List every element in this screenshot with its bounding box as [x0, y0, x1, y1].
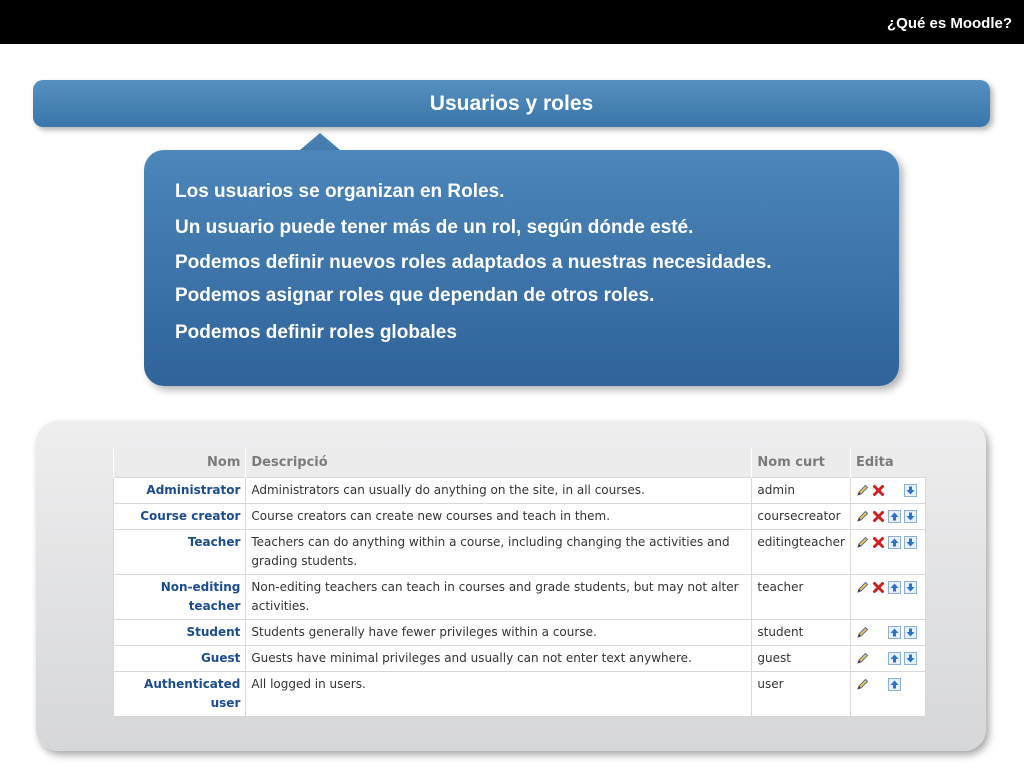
top-bar	[0, 0, 1024, 44]
role-short-name: user	[752, 672, 851, 717]
role-description: Administrators can usually do anything on the site, in all courses.	[246, 478, 752, 504]
role-link-non-editing-teacher[interactable]: Non-editing teacher	[160, 580, 241, 613]
move-down-icon[interactable]	[904, 484, 917, 497]
role-link-student[interactable]: Student	[186, 625, 241, 639]
column-header-name[interactable]: Nom	[114, 448, 246, 478]
role-description: Course creators can create new courses and teach in them.	[246, 504, 752, 530]
bubble-line: Podemos asignar roles que dependan de otros roles.	[175, 285, 655, 306]
column-header-short-name[interactable]: Nom curt	[752, 448, 851, 478]
move-up-icon[interactable]	[888, 626, 901, 639]
table-header-row	[114, 448, 926, 478]
role-short-name: editingteacher	[752, 530, 851, 575]
table-row	[114, 575, 926, 620]
move-up-icon[interactable]	[888, 678, 901, 691]
edit-icon[interactable]	[856, 581, 869, 594]
role-description: Students generally have fewer privileges within a course.	[246, 620, 752, 646]
role-link-administrator[interactable]: Administrator	[146, 483, 241, 497]
roles-table	[113, 448, 926, 717]
role-link-teacher[interactable]: Teacher	[187, 535, 241, 549]
role-description: All logged in users.	[246, 672, 752, 717]
bubble-line: Un usuario puede tener más de un rol, según dónde esté.	[175, 217, 694, 238]
bubble-line: Podemos definir roles globales	[175, 322, 457, 343]
move-down-icon[interactable]	[904, 652, 917, 665]
role-short-name: student	[752, 620, 851, 646]
table-row	[114, 478, 926, 504]
slide-header-title: ¿Qué es Moodle?	[886, 15, 1012, 32]
table-row	[114, 646, 926, 672]
edit-icon[interactable]	[856, 484, 869, 497]
role-short-name: guest	[752, 646, 851, 672]
edit-icon[interactable]	[856, 652, 869, 665]
role-link-authenticated-user[interactable]: Authenticated user	[144, 677, 241, 710]
move-down-icon[interactable]	[904, 536, 917, 549]
role-short-name: admin	[752, 478, 851, 504]
callout-bubble	[144, 150, 899, 386]
table-row	[114, 620, 926, 646]
section-heading: Usuarios y roles	[33, 80, 990, 127]
move-up-icon[interactable]	[888, 581, 901, 594]
role-description: Non-editing teachers can teach in courses and grade students, but may not alter activities.	[246, 575, 752, 620]
edit-icon[interactable]	[856, 510, 869, 523]
move-down-icon[interactable]	[904, 510, 917, 523]
delete-icon[interactable]	[872, 536, 885, 549]
role-description: Teachers can do anything within a course, including changing the activities and grading students.	[246, 530, 752, 575]
table-row	[114, 504, 926, 530]
delete-icon[interactable]	[872, 581, 885, 594]
table-row	[114, 530, 926, 575]
role-short-name: coursecreator	[752, 504, 851, 530]
column-header-edit: Edita	[850, 448, 925, 478]
callout-pointer	[300, 133, 340, 150]
edit-icon[interactable]	[856, 626, 869, 639]
role-short-name: teacher	[752, 575, 851, 620]
column-header-description[interactable]: Descripció	[246, 448, 752, 478]
move-up-icon[interactable]	[888, 652, 901, 665]
move-up-icon[interactable]	[888, 536, 901, 549]
delete-icon[interactable]	[872, 510, 885, 523]
bubble-line: Los usuarios se organizan en Roles.	[175, 181, 505, 202]
delete-icon[interactable]	[872, 484, 885, 497]
move-up-icon[interactable]	[888, 510, 901, 523]
edit-icon[interactable]	[856, 678, 869, 691]
role-description: Guests have minimal privileges and usually can not enter text anywhere.	[246, 646, 752, 672]
move-down-icon[interactable]	[904, 626, 917, 639]
bubble-line: Podemos definir nuevos roles adaptados a nuestras necesidades.	[175, 252, 772, 273]
edit-icon[interactable]	[856, 536, 869, 549]
role-link-guest[interactable]: Guest	[200, 651, 241, 665]
table-row	[114, 672, 926, 717]
move-down-icon[interactable]	[904, 581, 917, 594]
role-link-course-creator[interactable]: Course creator	[140, 509, 241, 523]
